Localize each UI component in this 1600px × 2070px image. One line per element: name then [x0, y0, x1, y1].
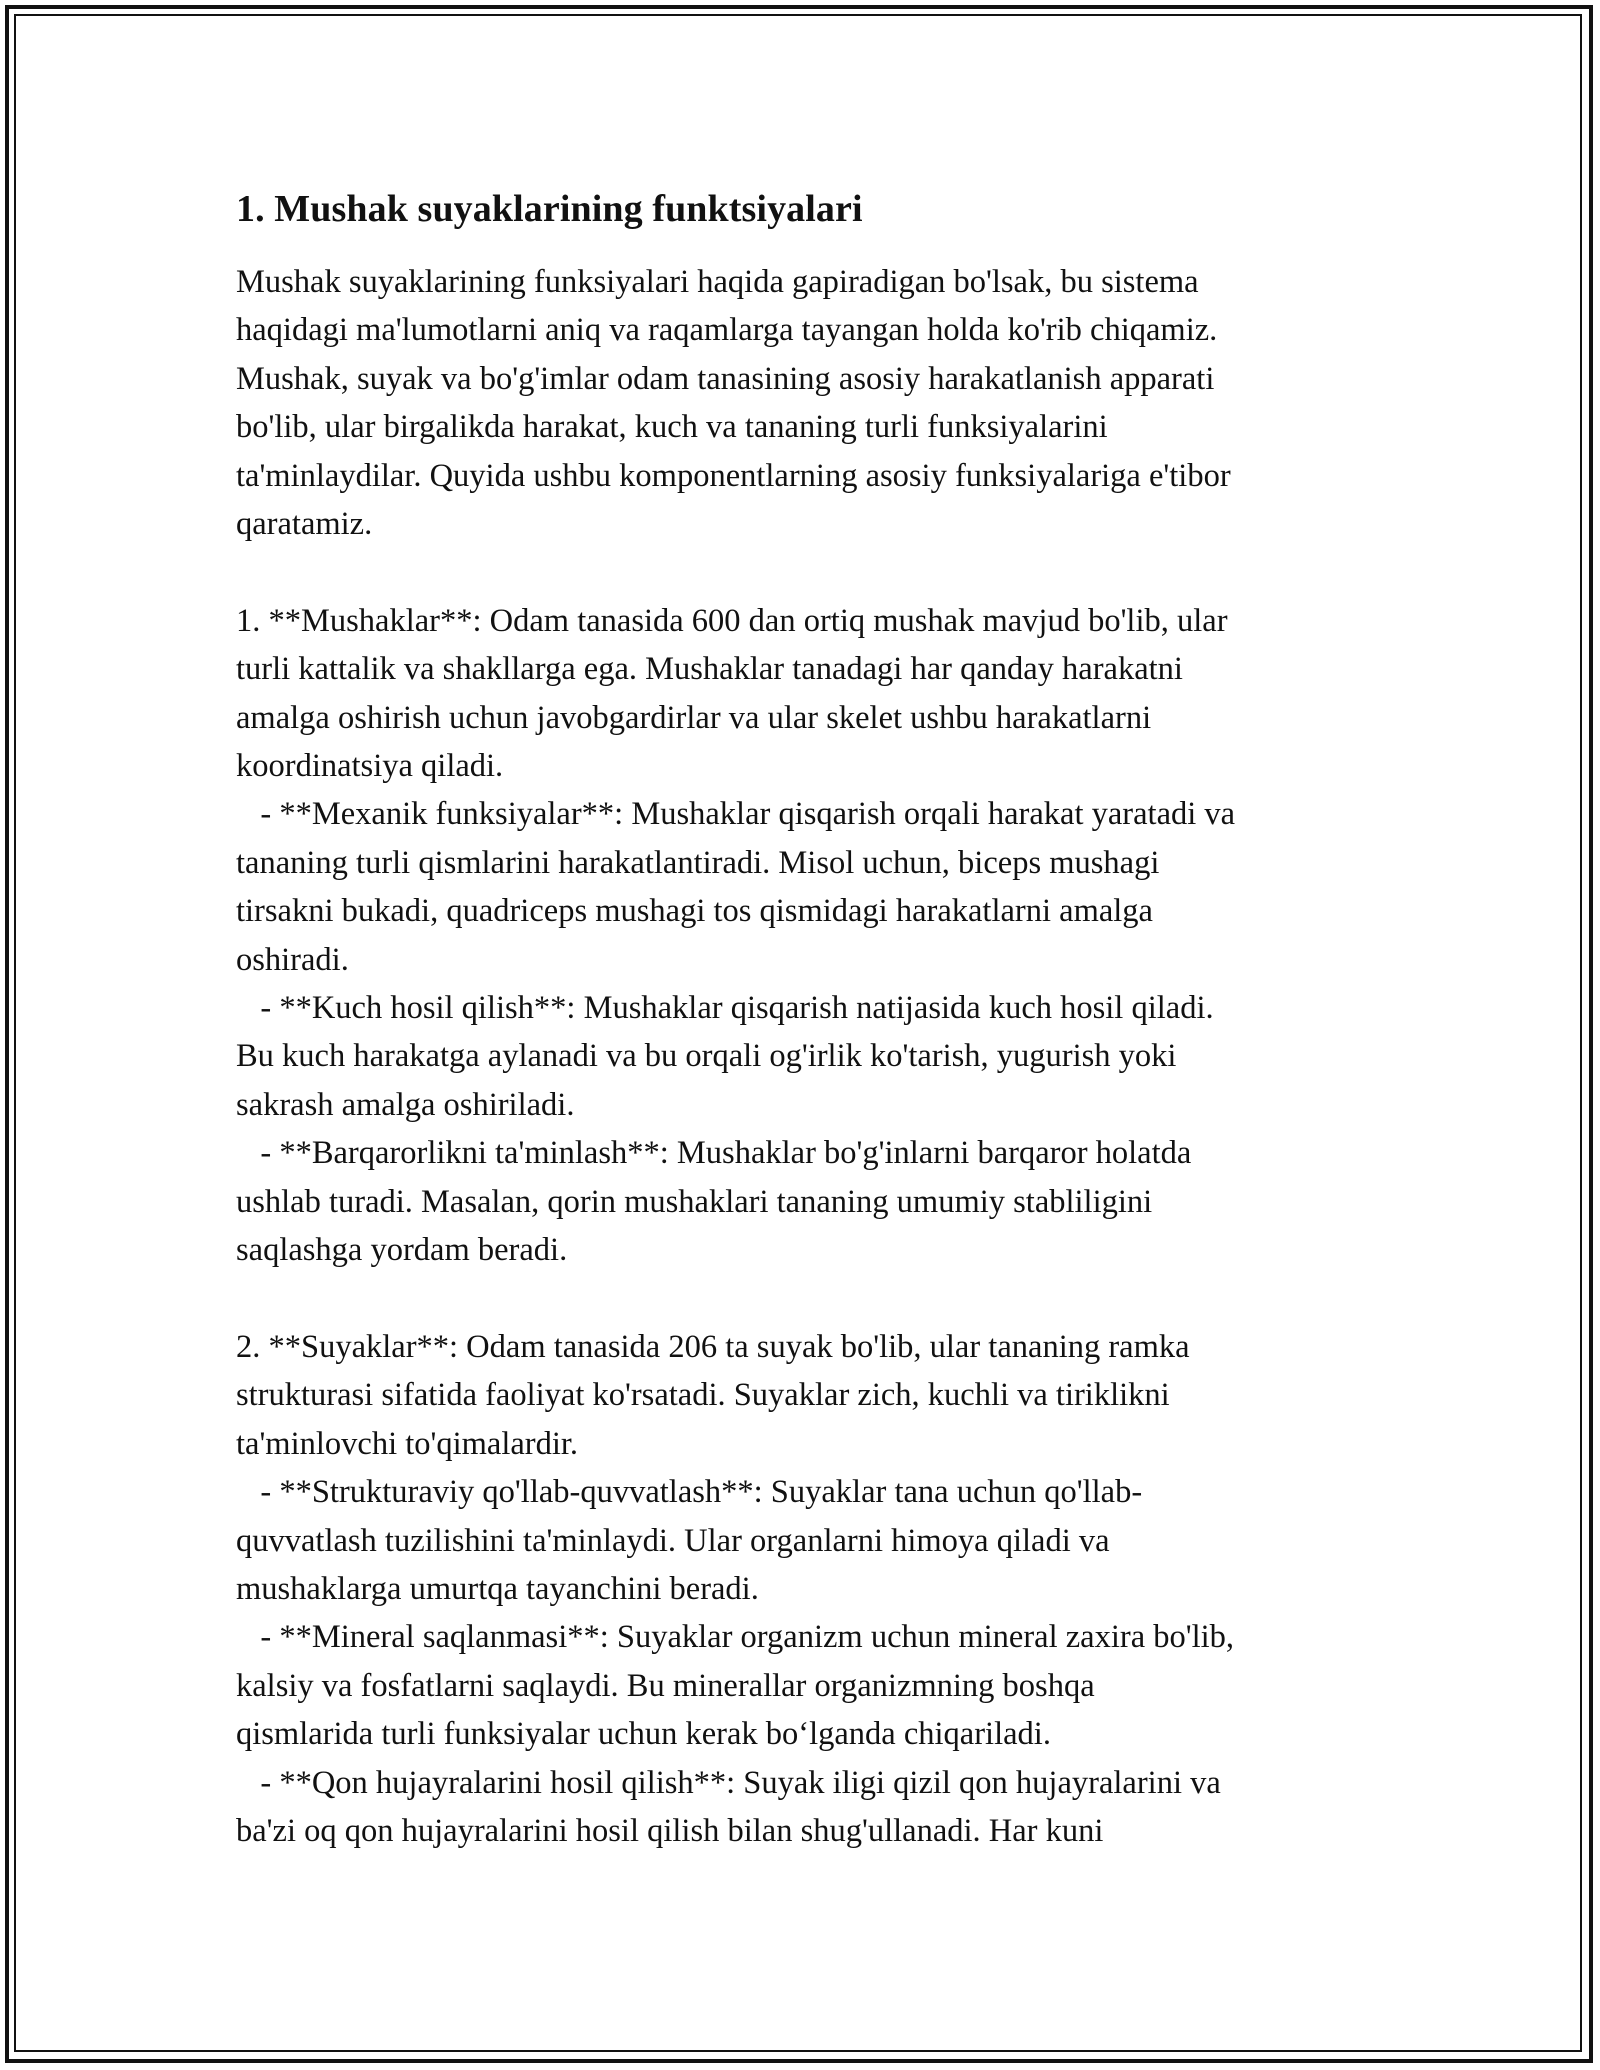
text-line: mushaklarga umurtqa tayanchini beradi.: [236, 1570, 759, 1607]
text-line: quvvatlash tuzilishini ta'minlaydi. Ular organlarni himoya qiladi va: [236, 1522, 1110, 1559]
text-line: bo'lib, ular birgalikda harakat, kuch va tananing turli funksiyalarini: [236, 409, 1108, 446]
text-line: sakrash amalga oshiriladi.: [236, 1086, 575, 1123]
text-line: - **Qon hujayralarini hosil qilish**: Suyak iligi qizil qon hujayralarini va: [236, 1764, 1221, 1801]
text-line: saqlashga yordam beradi.: [236, 1232, 568, 1269]
text-line: Bu kuch harakatga aylanadi va bu orqali og'irlik ko'tarish, yugurish yoki: [236, 1038, 1177, 1075]
intro-paragraph: [236, 258, 1376, 548]
text-line: 1. **Mushaklar**: Odam tanasida 600 dan ortiq mushak mavjud bo'lib, ular: [236, 602, 1228, 639]
page-title: 1. Mushak suyaklarining funktsiyalari: [236, 188, 863, 230]
text-line: Mushak, suyak va bo'g'imlar odam tanasining asosiy harakatlanish apparati: [236, 360, 1215, 397]
text-line: tirsakni bukadi, quadriceps mushagi tos qismidagi harakatlarni amalga: [236, 893, 1153, 930]
text-line: haqidagi ma'lumotlarni aniq va raqamlarga tayangan holda ko'rib chiqamiz.: [236, 312, 1218, 349]
text-line: - **Strukturaviy qo'llab-quvvatlash**: Suyaklar tana uchun qo'llab-: [236, 1474, 1143, 1511]
text-line: turli kattalik va shakllarga ega. Mushaklar tanadagi har qanday harakatni: [236, 651, 1183, 688]
text-line: Mushak suyaklarining funksiyalari haqida gapiradigan bo'lsak, bu sistema: [236, 264, 1199, 300]
text-line: qismlarida turli funksiyalar uchun kerak bo‘lganda chiqariladi.: [236, 1716, 1051, 1753]
paragraph-spacer: [236, 1275, 1376, 1323]
text-line: strukturasi sifatida faoliyat ko'rsatadi. Suyaklar zich, kuchli va tiriklikni: [236, 1377, 1170, 1414]
section-muscles: [236, 597, 1376, 1275]
text-line: kalsiy va fosfatlarni saqlaydi. Bu minerallar organizmning boshqa: [236, 1667, 1095, 1704]
text-line: 2. **Suyaklar**: Odam tanasida 206 ta suyak bo'lib, ular tananing ramka: [236, 1328, 1190, 1365]
text-line: ba'zi oq qon hujayralarini hosil qilish bilan shug'ullanadi. Har kuni: [236, 1812, 1104, 1849]
text-line: - **Barqarorlikni ta'minlash**: Mushaklar bo'g'inlarni barqaror holatda: [236, 1135, 1192, 1172]
text-line: ta'minlovchi to'qimalardir.: [236, 1425, 579, 1462]
text-line: amalga oshirish uchun javobgardirlar va ular skelet ushbu harakatlarni: [236, 699, 1152, 736]
section-bones: [236, 1323, 1376, 1855]
text-line: - **Mexanik funksiyalar**: Mushaklar qisqarish orqali harakat yaratadi va: [236, 796, 1236, 833]
paragraph-spacer: [236, 548, 1376, 596]
text-line: - **Mineral saqlanmasi**: Suyaklar organizm uchun mineral zaxira bo'lib,: [236, 1619, 1235, 1656]
text-line: koordinatsiya qiladi.: [236, 748, 504, 785]
text-line: qaratamiz.: [236, 506, 373, 543]
text-line: ta'minlaydilar. Quyida ushbu komponentlarning asosiy funksiyalariga e'tibor: [236, 457, 1231, 494]
document-body: [236, 186, 1376, 1855]
text-line: ushlab turadi. Masalan, qorin mushaklari tananing umumiy stabliligini: [236, 1183, 1153, 1220]
text-line: tananing turli qismlarini harakatlantiradi. Misol uchun, biceps mushagi: [236, 844, 1160, 881]
text-line: oshiradi.: [236, 941, 349, 978]
text-line: - **Kuch hosil qilish**: Mushaklar qisqarish natijasida kuch hosil qiladi.: [236, 990, 1214, 1027]
